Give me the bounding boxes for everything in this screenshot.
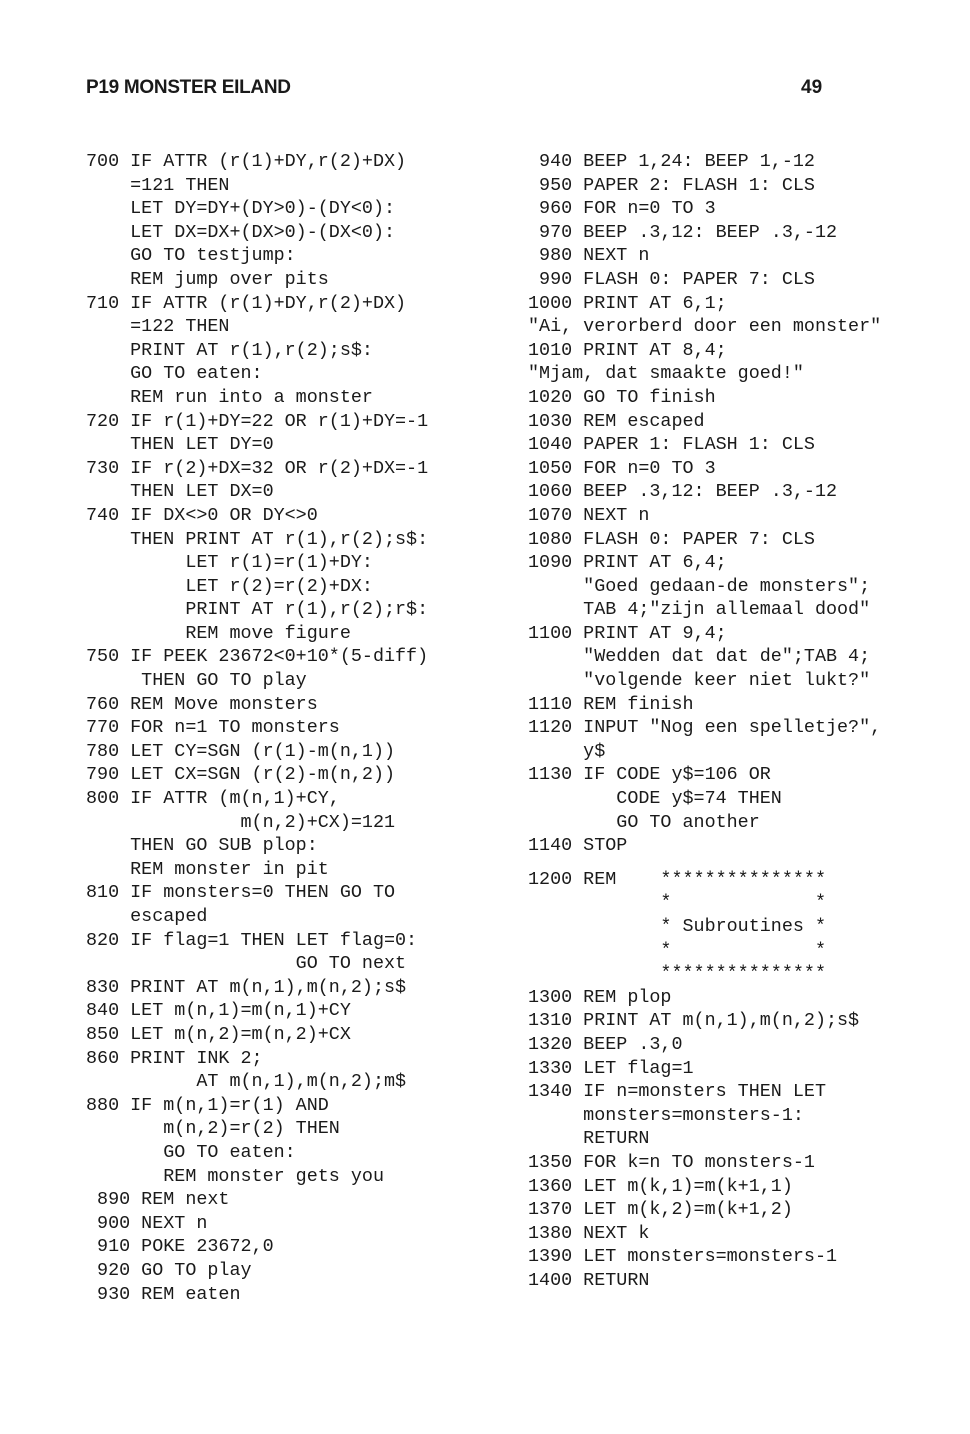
code-line: 730 IF r(2)+DX=32 OR r(2)+DX=-1 [86, 457, 429, 479]
code-line: 800 IF ATTR (m(n,1)+CY, [86, 788, 340, 810]
code-line: THEN GO SUB plop: [86, 835, 318, 857]
code-line: m(n,2)=r(2) THEN [86, 1118, 340, 1140]
code-line: 1110 REM finish [528, 693, 694, 715]
code-line: 1370 LET m(k,2)=m(k+1,2) [528, 1199, 793, 1221]
code-line: LET DX=DX+(DX>0)-(DX<0): [86, 221, 396, 243]
code-line: 990 FLASH 0: PAPER 7: CLS [528, 268, 815, 290]
code-line: m(n,2)+CX)=121 [86, 811, 396, 833]
code-line: 780 LET CY=SGN (r(1)-m(n,1)) [86, 740, 396, 762]
code-line: 970 BEEP .3,12: BEEP .3,-12 [528, 221, 838, 243]
code-line: REM monster gets you [86, 1165, 384, 1187]
code-line: 1320 BEEP .3,0 [528, 1033, 683, 1055]
code-line: 770 FOR n=1 TO monsters [86, 717, 340, 739]
code-line: 1050 FOR n=0 TO 3 [528, 457, 716, 479]
code-line: 930 REM eaten [86, 1283, 241, 1305]
code-line: 920 GO TO play [86, 1259, 252, 1281]
code-line: LET r(1)=r(1)+DY: [86, 552, 373, 574]
code-line: "Wedden dat dat de";TAB 4; [528, 646, 871, 668]
code-line: 740 IF DX<>0 OR DY<>0 [86, 504, 318, 526]
code-line: REM jump over pits [86, 268, 329, 290]
code-line: 750 IF PEEK 23672<0+10*(5-diff) [86, 646, 429, 668]
page-title: P19 MONSTER EILAND [86, 77, 291, 98]
code-line: 1330 LET flag=1 [528, 1057, 694, 1079]
code-line: 1400 RETURN [528, 1269, 650, 1291]
code-listing-right [528, 150, 948, 1293]
code-line: 820 IF flag=1 THEN LET flag=0: [86, 929, 418, 951]
code-line: 1360 LET m(k,1)=m(k+1,1) [528, 1175, 793, 1197]
code-line: 950 PAPER 2: FLASH 1: CLS [528, 174, 815, 196]
code-line: 1300 REM plop [528, 986, 672, 1008]
code-line: "volgende keer niet lukt?" [528, 670, 871, 692]
code-line: escaped [86, 906, 208, 927]
code-line: 1130 IF CODE y$=106 OR [528, 764, 771, 786]
code-line: 1200 REM *************** [528, 868, 826, 890]
block-gap [528, 858, 948, 868]
code-line: 1390 LET monsters=monsters-1 [528, 1246, 838, 1268]
code-line: 790 LET CX=SGN (r(2)-m(n,2)) [86, 764, 396, 786]
code-line: *************** [528, 963, 826, 985]
code-line: * * [528, 939, 826, 961]
code-line: 850 LET m(n,2)=m(n,2)+CX [86, 1023, 351, 1045]
code-line: 1020 GO TO finish [528, 386, 716, 408]
code-line: REM run into a monster [86, 386, 373, 408]
code-line: y$ [528, 740, 606, 762]
code-line: "Ai, verorberd door een monster" [528, 316, 882, 338]
code-line: 880 IF m(n,1)=r(1) AND [86, 1094, 329, 1116]
code-line: 1080 FLASH 0: PAPER 7: CLS [528, 528, 815, 550]
code-line: =122 THEN [86, 316, 230, 338]
code-line: 840 LET m(n,1)=m(n,1)+CY [86, 1000, 351, 1022]
code-line: GO TO next [86, 953, 407, 975]
code-line: 1060 BEEP .3,12: BEEP .3,-12 [528, 481, 838, 503]
code-line: "Goed gedaan-de monsters"; [528, 575, 871, 597]
code-block-main [528, 150, 948, 858]
code-line: * Subroutines * [528, 916, 826, 937]
code-line: 910 POKE 23672,0 [86, 1236, 274, 1258]
code-line: 1120 INPUT "Nog een spelletje?", [528, 717, 882, 739]
code-line: * * [528, 892, 826, 914]
code-line: 1030 REM escaped [528, 410, 705, 432]
code-line: THEN LET DY=0 [86, 434, 274, 456]
code-line: RETURN [528, 1128, 650, 1150]
code-line: THEN LET DX=0 [86, 481, 274, 503]
code-line: REM move figure [86, 622, 351, 644]
code-line: 1010 PRINT AT 8,4; [528, 339, 727, 361]
code-listing-left [86, 150, 496, 1306]
code-line: 860 PRINT INK 2; [86, 1047, 263, 1069]
code-line: 940 BEEP 1,24: BEEP 1,-12 [528, 151, 815, 172]
code-line: "Mjam, dat smaakte goed!" [528, 363, 804, 385]
code-line: TAB 4;"zijn allemaal dood" [528, 599, 871, 621]
code-block-subroutines [528, 868, 948, 1293]
code-line: 830 PRINT AT m(n,1),m(n,2);s$ [86, 976, 407, 998]
code-line: THEN PRINT AT r(1),r(2);s$: [86, 528, 429, 550]
code-line: PRINT AT r(1),r(2);r$: [86, 599, 429, 621]
code-line: THEN GO TO play [86, 670, 307, 692]
code-line: 810 IF monsters=0 THEN GO TO [86, 882, 396, 904]
code-line: GO TO another [528, 811, 760, 833]
code-line: REM monster in pit [86, 858, 329, 880]
code-line: GO TO testjump: [86, 245, 296, 267]
code-line: 1040 PAPER 1: FLASH 1: CLS [528, 434, 815, 456]
code-line: LET r(2)=r(2)+DX: [86, 575, 373, 597]
code-line: 1090 PRINT AT 6,4; [528, 552, 727, 574]
code-line: =121 THEN [86, 174, 230, 196]
code-line: 1140 STOP [528, 835, 628, 857]
code-line: 1310 PRINT AT m(n,1),m(n,2);s$ [528, 1010, 860, 1032]
code-line: 1070 NEXT n [528, 504, 650, 526]
code-line: GO TO eaten: [86, 1141, 296, 1163]
code-line: 1100 PRINT AT 9,4; [528, 622, 727, 644]
code-line: 700 IF ATTR (r(1)+DY,r(2)+DX) [86, 151, 407, 172]
code-line: CODE y$=74 THEN [528, 788, 782, 810]
page-number: 49 [801, 77, 823, 98]
code-line: 720 IF r(1)+DY=22 OR r(1)+DY=-1 [86, 410, 429, 432]
code-line: 1380 NEXT k [528, 1222, 650, 1244]
code-line: 1350 FOR k=n TO monsters-1 [528, 1151, 815, 1173]
code-line: 1340 IF n=monsters THEN LET [528, 1081, 826, 1103]
code-line: LET DY=DY+(DY>0)-(DY<0): [86, 198, 396, 220]
code-line: 960 FOR n=0 TO 3 [528, 198, 716, 220]
code-line: 900 NEXT n [86, 1212, 208, 1234]
code-line: 890 REM next [86, 1189, 230, 1211]
code-line: 760 REM Move monsters [86, 693, 318, 715]
code-line: monsters=monsters-1: [528, 1104, 804, 1126]
code-line: PRINT AT r(1),r(2);s$: [86, 339, 373, 361]
code-line: 710 IF ATTR (r(1)+DY,r(2)+DX) [86, 292, 407, 314]
code-line: AT m(n,1),m(n,2);m$ [86, 1071, 407, 1093]
code-line: GO TO eaten: [86, 363, 263, 385]
code-line: 980 NEXT n [528, 245, 650, 267]
code-line: 1000 PRINT AT 6,1; [528, 292, 727, 314]
